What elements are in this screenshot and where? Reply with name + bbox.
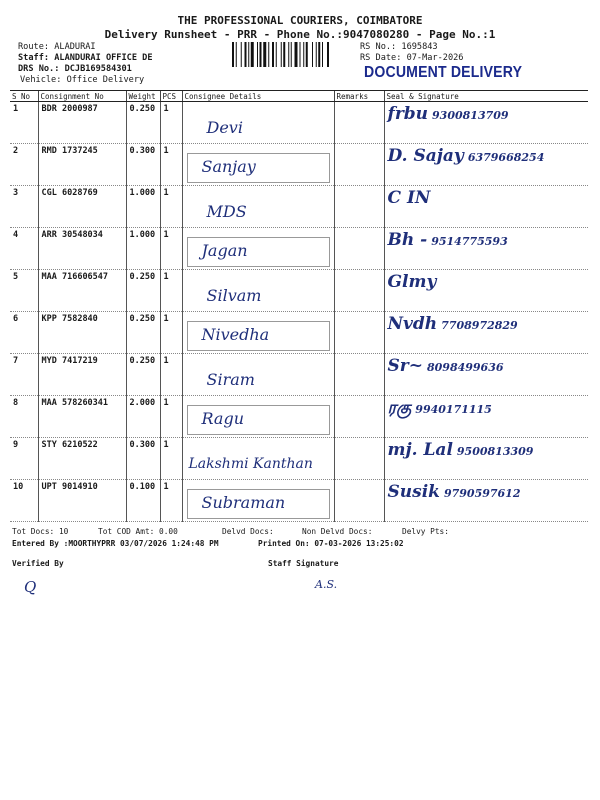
cell-remarks (334, 228, 384, 270)
cell-consignment: MYD 7417219 (38, 354, 126, 396)
cell-signature (384, 312, 588, 354)
consignee-box (187, 405, 330, 435)
cell-remarks (334, 312, 384, 354)
cell-pcs: 1 (160, 480, 182, 522)
printed-on: Printed On: 07-03-2026 13:25:02 (258, 539, 404, 548)
cell-consignee (182, 186, 334, 228)
cell-signature (384, 270, 588, 312)
barcode-bar (291, 42, 292, 67)
barcode-bar (318, 42, 320, 67)
verified-by-label: Verified By (12, 559, 64, 568)
table-row (10, 270, 588, 312)
col-header-remarks: Remarks (334, 91, 384, 102)
cell-pcs: 1 (160, 102, 182, 144)
signature-mark: Sr~ (387, 356, 423, 376)
verified-by-signature: Q (24, 578, 37, 596)
cell-consignment: STY 6210522 (38, 438, 126, 480)
consignee-name: Ragu (201, 408, 244, 428)
cell-pcs: 1 (160, 354, 182, 396)
delivery-points: Delvy Pts: (402, 527, 449, 536)
cell-remarks (334, 396, 384, 438)
cell-sno: 6 (10, 312, 38, 354)
drs-number: DRS No.: DCJB169584301 (18, 64, 132, 74)
cell-consignment: ARR 30548034 (38, 228, 126, 270)
route-field: Route: ALADURAI (18, 42, 96, 52)
col-header-consignment: Consignment No (38, 91, 126, 102)
signature-phone: 9500813309 (456, 445, 534, 458)
consignee-box (187, 489, 330, 519)
cell-consignment: RMD 1737245 (38, 144, 126, 186)
consignee-name: Jagan (201, 240, 248, 260)
staff-signature-label: Staff Signature (268, 559, 339, 568)
document-delivery-stamp: DOCUMENT DELIVERY (364, 64, 523, 81)
cell-sno: 7 (10, 354, 38, 396)
barcode-bar (281, 42, 282, 67)
cell-weight: 0.300 (126, 438, 160, 480)
cell-consignment: BDR 2000987 (38, 102, 126, 144)
cell-consignee (182, 312, 334, 354)
barcode-bar (260, 42, 262, 67)
entered-by: Entered By :MOORTHYPRR 03/07/2026 1:24:48 PM (12, 539, 219, 548)
barcode-bar (312, 42, 313, 67)
barcode-bar (303, 42, 304, 67)
cell-consignment: MAA 578260341 (38, 396, 126, 438)
signature-phone: 9300813709 (432, 109, 509, 122)
rs-number: RS No.: 1695843 (360, 42, 438, 52)
barcode-bar (245, 42, 247, 67)
barcode-bar (236, 42, 237, 67)
cell-remarks (334, 438, 384, 480)
cell-weight: 1.000 (126, 186, 160, 228)
consignee-box (187, 321, 330, 351)
barcode-bar (306, 42, 308, 67)
barcode-bar (316, 42, 317, 67)
signature-mark: frbu (387, 104, 429, 124)
signature-mark: C IN (387, 188, 431, 208)
cell-signature (384, 396, 588, 438)
cell-pcs: 1 (160, 438, 182, 480)
signature-mark: ரகு (387, 398, 412, 418)
runsheet-subtitle: Delivery Runsheet - PRR - Phone No.:9047080280 - Page No.:1 (104, 28, 496, 41)
cell-weight: 2.000 (126, 396, 160, 438)
cell-sno: 9 (10, 438, 38, 480)
table-row (10, 354, 588, 396)
non-delivered-docs: Non Delvd Docs: (302, 527, 373, 536)
barcode-bar (232, 42, 234, 67)
barcode-bar (268, 42, 269, 67)
signature-phone: 9940171115 (415, 403, 492, 416)
cell-signature (384, 480, 588, 522)
barcode (232, 42, 356, 67)
barcode-bar (300, 42, 301, 67)
signature-mark: Susik (387, 482, 440, 502)
cell-remarks (334, 480, 384, 522)
cell-consignment: KPP 7582840 (38, 312, 126, 354)
barcode-bar (248, 42, 249, 67)
cell-sno: 4 (10, 228, 38, 270)
cell-consignee (182, 228, 334, 270)
cell-consignee (182, 270, 334, 312)
table-row (10, 480, 588, 522)
cell-pcs: 1 (160, 312, 182, 354)
cell-remarks (334, 354, 384, 396)
cell-consignment: CGL 6028769 (38, 186, 126, 228)
cell-weight: 0.100 (126, 480, 160, 522)
table-row (10, 228, 588, 270)
table-row (10, 144, 588, 186)
col-header-sno: S No (10, 91, 38, 102)
cell-weight: 0.250 (126, 102, 160, 144)
signature-mark: Nvdh (387, 314, 438, 334)
signature-phone: 6379668254 (467, 151, 545, 164)
cell-signature (384, 186, 588, 228)
cell-sno: 1 (10, 102, 38, 144)
col-header-pcs: PCS (160, 91, 182, 102)
signature-phone: 9790597612 (443, 487, 521, 500)
consignee-box (187, 153, 330, 183)
signature-mark: D. Sajay (387, 146, 464, 166)
table-header-row (10, 91, 588, 102)
col-header-weight: Weight (126, 91, 160, 102)
consignee-name: Silvam (206, 286, 262, 305)
runsheet-table (10, 90, 588, 522)
cell-consignee (182, 102, 334, 144)
staff-field: Staff: ALANDURAI OFFICE DE (18, 53, 153, 63)
signature-mark: Glmy (387, 272, 437, 292)
col-header-seal-signature: Seal & Signature (384, 91, 588, 102)
cell-remarks (334, 102, 384, 144)
barcode-bar (263, 42, 266, 67)
barcode-bar (295, 42, 298, 67)
cell-remarks (334, 270, 384, 312)
cell-pcs: 1 (160, 186, 182, 228)
table-row (10, 312, 588, 354)
delivered-docs: Delvd Docs: (222, 527, 274, 536)
cell-weight: 0.250 (126, 354, 160, 396)
cell-consignee (182, 396, 334, 438)
cell-sno: 2 (10, 144, 38, 186)
barcode-bar (251, 42, 254, 67)
consignee-box (187, 237, 330, 267)
cell-consignee (182, 438, 334, 480)
cell-signature (384, 102, 588, 144)
consignee-name: Siram (206, 370, 255, 389)
signature-phone: 7708972829 (441, 319, 518, 332)
signature-mark: Bh - (387, 230, 428, 250)
consignee-name: Subraman (201, 492, 286, 512)
table-row (10, 438, 588, 480)
cell-signature (384, 228, 588, 270)
signature-phone: 8098499636 (426, 361, 504, 374)
consignee-name: Devi (206, 118, 243, 137)
cell-sno: 10 (10, 480, 38, 522)
cell-sno: 5 (10, 270, 38, 312)
signature-mark: mj. Lal (387, 440, 453, 460)
cell-remarks (334, 186, 384, 228)
cell-weight: 0.250 (126, 312, 160, 354)
table-row (10, 396, 588, 438)
cell-pcs: 1 (160, 396, 182, 438)
cell-signature (384, 144, 588, 186)
total-cod-amount: Tot COD Amt: 0.00 (98, 527, 178, 536)
cell-signature (384, 354, 588, 396)
barcode-bar (272, 42, 274, 67)
cell-consignment: MAA 716606547 (38, 270, 126, 312)
barcode-bar (322, 42, 323, 67)
cell-signature (384, 438, 588, 480)
barcode-bar (283, 42, 285, 67)
cell-consignee (182, 144, 334, 186)
cell-weight: 0.250 (126, 270, 160, 312)
vehicle-field: Vehicle: Office Delivery (20, 75, 145, 85)
staff-signature: A.S. (315, 578, 338, 591)
signature-phone: 9514775593 (431, 235, 508, 248)
total-docs: Tot Docs: 10 (12, 527, 69, 536)
barcode-bar (327, 42, 329, 67)
consignee-name: Nivedha (201, 324, 270, 344)
cell-weight: 1.000 (126, 228, 160, 270)
barcode-bar (288, 42, 289, 67)
cell-remarks (334, 144, 384, 186)
cell-pcs: 1 (160, 228, 182, 270)
cell-consignee (182, 480, 334, 522)
consignee-name: MDS (206, 202, 247, 221)
document-title: THE PROFESSIONAL COURIERS, COIMBATORE (177, 14, 423, 27)
cell-sno: 8 (10, 396, 38, 438)
consignee-name: Sanjay (201, 156, 256, 176)
barcode-bar (276, 42, 277, 67)
consignee-name: Lakshmi Kanthan (188, 455, 313, 472)
col-header-consignee: Consignee Details (182, 91, 334, 102)
table-row (10, 102, 588, 144)
table-row (10, 186, 588, 228)
cell-consignee (182, 354, 334, 396)
cell-weight: 0.300 (126, 144, 160, 186)
cell-pcs: 1 (160, 270, 182, 312)
barcode-bar (241, 42, 242, 67)
cell-sno: 3 (10, 186, 38, 228)
cell-consignment: UPT 9014910 (38, 480, 126, 522)
cell-pcs: 1 (160, 144, 182, 186)
barcode-bar (257, 42, 258, 67)
rs-date: RS Date: 07-Mar-2026 (360, 53, 464, 63)
